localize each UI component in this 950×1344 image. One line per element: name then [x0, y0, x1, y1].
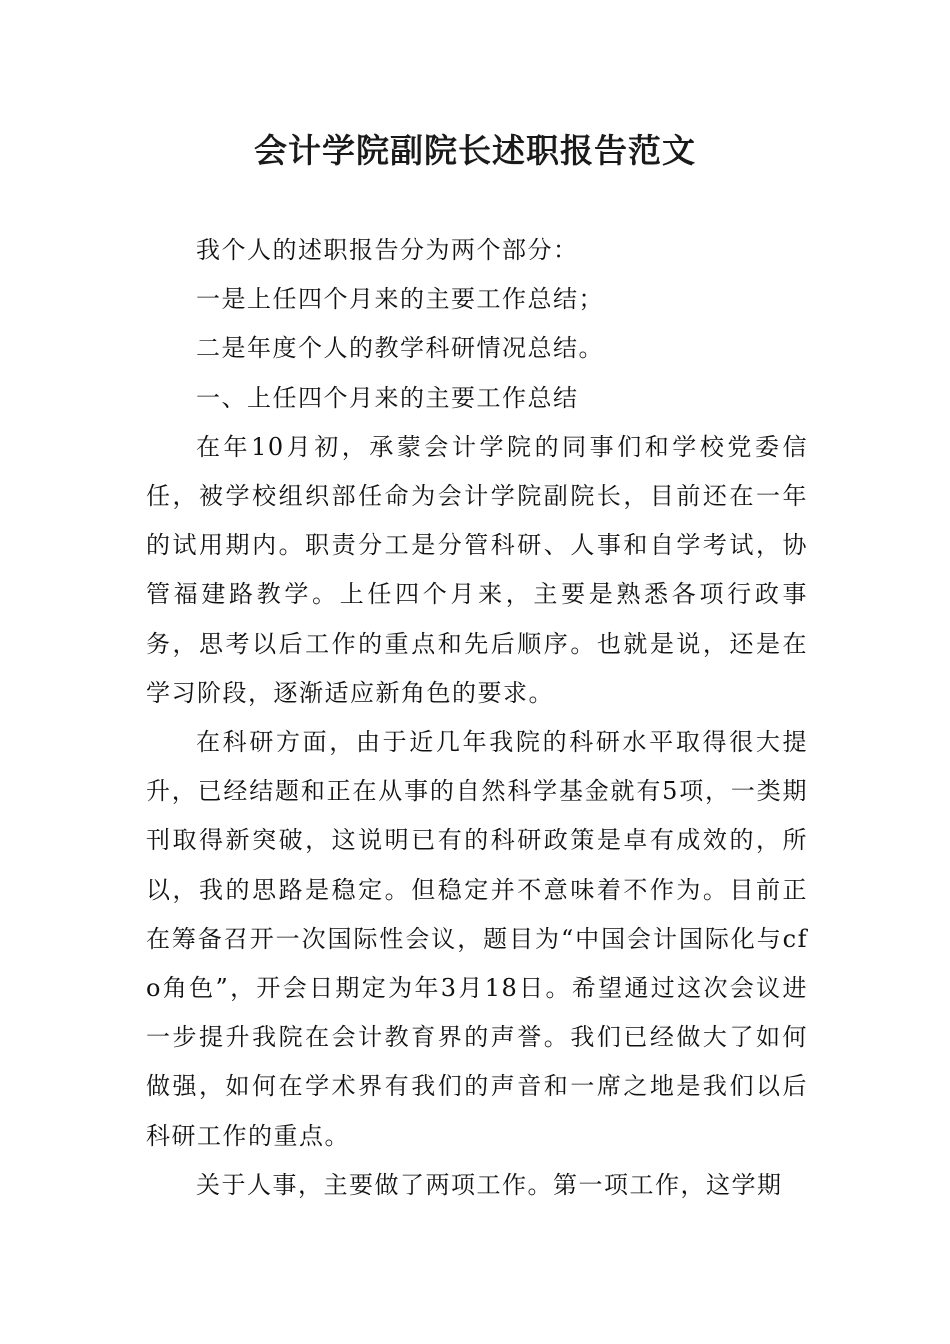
section-heading: 一、上任四个月来的主要工作总结 [196, 383, 579, 412]
paragraph-research: 在科研方面，由于近几年我院的科研水平取得很大提升，已经结题和正在从事的自然科学基金就有5项，一类期刊取得新突破，这说明已有的科研政策是卓有成效的，所以，我的思路是稳定。但稳定并不意味着不作为。目前正在筹备召开一次国际性会议，题目为“中国会计国际化与cfo角色”，开会日期定为年3月18日。希望通过这次会议进一步提升我院在会计教育界的声誉。我们已经做大了如何做强，如何在学术界有我们的声音和一席之地是我们以后科研工作的重点。 [146, 728, 808, 1150]
document-body [146, 226, 808, 1210]
paragraph-part-two: 二是年度个人的教学科研情况总结。 [196, 334, 604, 363]
paragraph-intro: 我个人的述职报告分为两个部分： [196, 236, 579, 264]
paragraph-personnel: 关于人事，主要做了两项工作。第一项工作，这学期 [196, 1170, 783, 1199]
paragraph-appointment: 在年10月初，承蒙会计学院的同事们和学校党委信任，被学校组织部任命为会计学院副院长，目前还在一年的试用期内。职责分工是分管科研、人事和自学考试，协管福建路教学。上任四个月来，主要是熟悉各项行政事务，思考以后工作的重点和先后顺序。也就是说，还是在学习阶段，逐渐适应新角色的要求。 [146, 432, 808, 707]
paragraph-part-one: 一是上任四个月来的主要工作总结； [196, 285, 604, 314]
document-title: 会计学院副院长述职报告范文 [254, 131, 696, 170]
